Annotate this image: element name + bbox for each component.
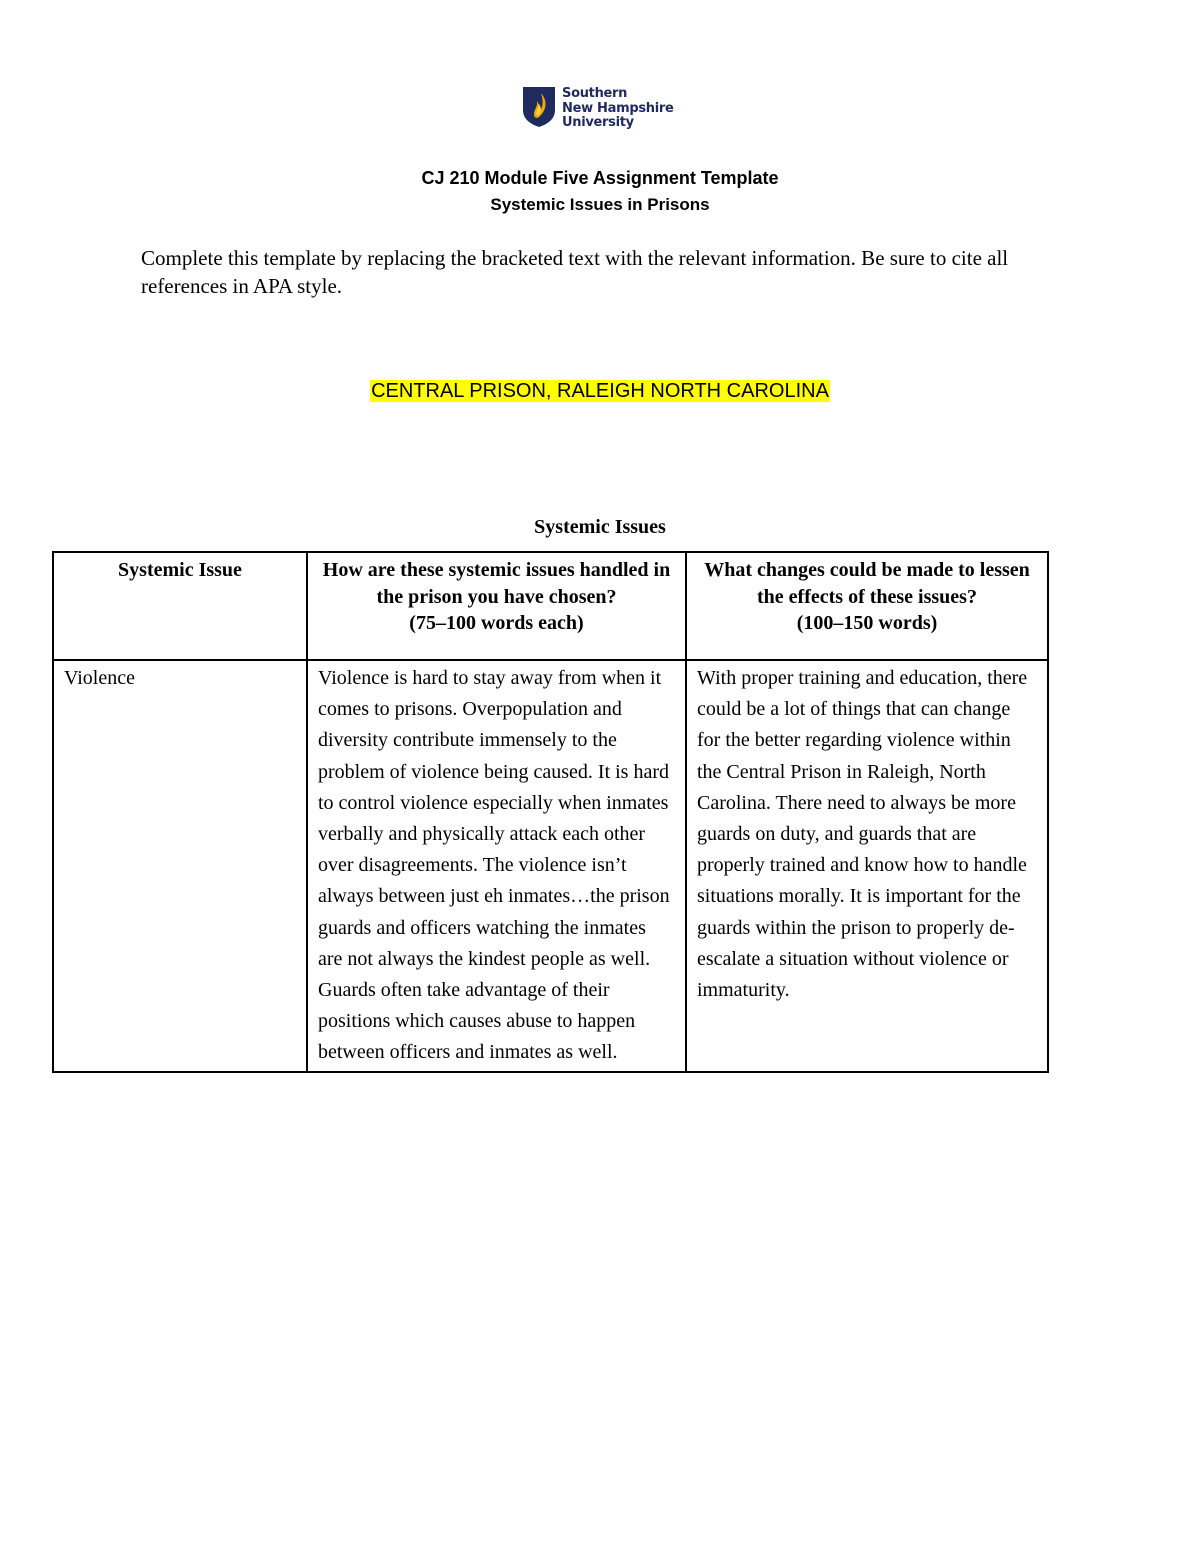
document-title: CJ 210 Module Five Assignment Template bbox=[421, 168, 779, 188]
logo-wordmark bbox=[562, 87, 674, 131]
logo-line-1: Southern bbox=[562, 86, 628, 101]
table-header-row bbox=[53, 552, 1048, 660]
prison-name-highlight: CENTRAL PRISON, RALEIGH NORTH CAROLINA bbox=[371, 380, 829, 402]
logo-line-2: New Hampshire bbox=[562, 100, 674, 116]
shield-flame-icon bbox=[522, 86, 556, 128]
header-systemic-issue bbox=[53, 552, 307, 660]
header-col3-note: (100–150 words) bbox=[796, 612, 938, 634]
university-logo bbox=[522, 86, 674, 131]
prison-name-line bbox=[0, 380, 1200, 403]
logo-line-3: University bbox=[562, 115, 634, 130]
header-how-handled bbox=[307, 552, 686, 660]
header-col2-note: (75–100 words each) bbox=[409, 612, 584, 634]
header-col3-text: What changes could be made to lessen the effects of these issues? bbox=[704, 559, 1030, 608]
document-subtitle: Systemic Issues in Prisons bbox=[490, 195, 710, 214]
cell-issue[interactable]: Violence bbox=[53, 660, 307, 1072]
table-caption: Systemic Issues bbox=[534, 516, 666, 538]
intro-paragraph: Complete this template by replacing the bracketed text with the relevant information. Be sure to cite all references in APA style. bbox=[141, 246, 1009, 298]
cell-changes[interactable]: With proper training and education, there could be a lot of things that can change for the better regarding violence within the Central Prison in Raleigh, North Carolina. There need to always be more guards on duty, and guards that are properly trained and know how to handle situations morally. It is important for the guards within the prison to properly de-escalate a situation without violence or immaturity. bbox=[686, 660, 1048, 1072]
header-changes bbox=[686, 552, 1048, 660]
header-col1-text: Systemic Issue bbox=[118, 559, 242, 581]
table-row bbox=[53, 660, 1048, 1072]
header-col2-text: How are these systemic issues handled in the prison you have chosen? bbox=[322, 559, 671, 608]
cell-handled[interactable]: Violence is hard to stay away from when it comes to prisons. Overpopulation and diversity contribute immensely to the problem of violence being caused. It is hard to control violence especially when inmates verbally and physically attack each other over disagreements. The violence isn’t always between just eh inmates…the prison guards and officers watching the inmates are not always the kindest people as well. Guards often take advantage of their positions which causes abuse to happen between officers and inmates as well. bbox=[307, 660, 686, 1072]
systemic-issues-table bbox=[52, 551, 1049, 1073]
